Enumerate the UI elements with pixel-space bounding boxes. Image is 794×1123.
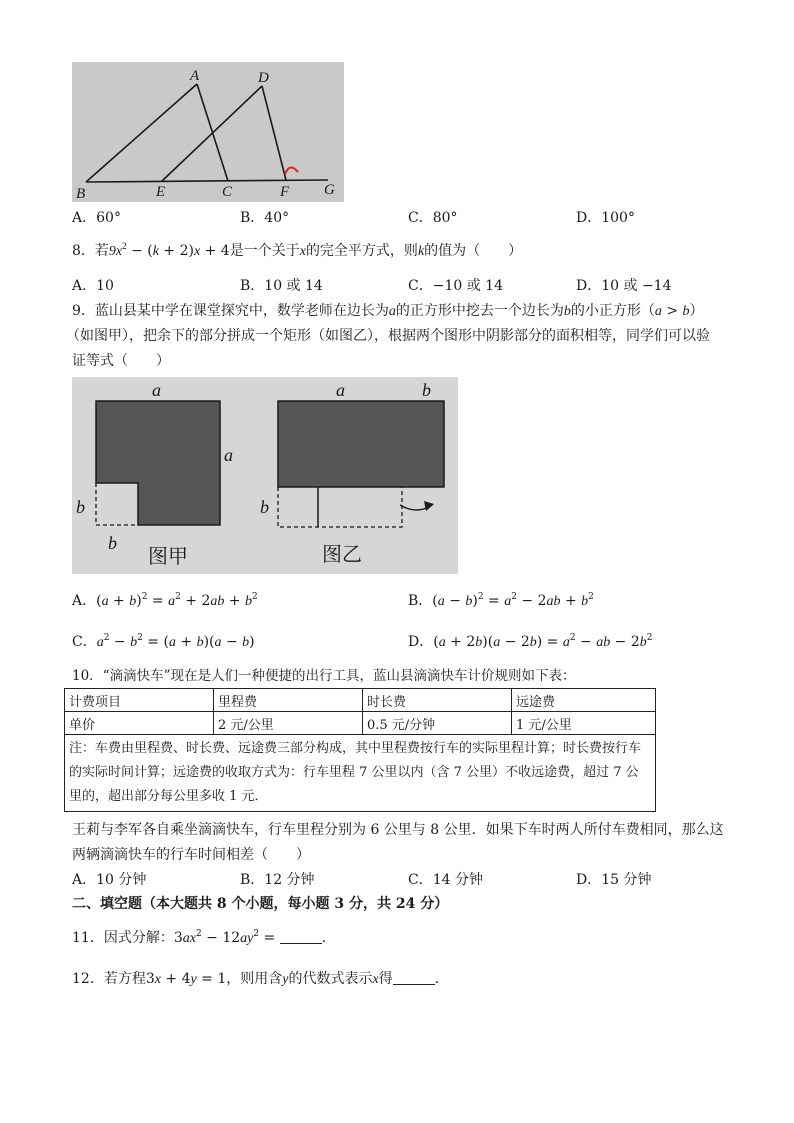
q9-figure — [72, 377, 458, 574]
square-rectangle-diagram — [72, 377, 458, 574]
table-header-row — [65, 689, 656, 712]
table-cell: 时长费 — [363, 689, 512, 712]
q10-option-a[interactable]: A．10 分钟 — [72, 872, 147, 888]
fig-jia-label-a-side: a — [224, 445, 233, 465]
q10-stem-line2: 两辆滴滴快车的行车时间相差（ ） — [72, 847, 310, 863]
q9-stem-line3: 证等式（ ） — [72, 353, 170, 369]
q11-stem: 11．因式分解：$3ax^2 - 12ay^2$ = ． — [72, 929, 336, 946]
table-cell: 里程费 — [214, 689, 363, 712]
triangles-diagram — [72, 62, 344, 202]
q9-option-a[interactable]: A．$(a + b)^2 = a^2 + 2ab + b^2$ — [72, 592, 258, 609]
q9-option-b[interactable]: B．$(a - b)^2 = a^2 - 2ab + b^2$ — [408, 592, 594, 609]
table-cell: 单价 — [65, 712, 214, 735]
q10-option-d[interactable]: D．15 分钟 — [576, 872, 652, 888]
fig-yi-caption: 图乙 — [322, 542, 362, 566]
label-c: C — [222, 184, 233, 200]
table-cell: 2 元/公里 — [214, 712, 363, 735]
q9-stem-line2: （如图甲），把余下的部分拼成一个矩形（如图乙），根据两个图形中阴影部分的面积相等，同学们可以验 — [66, 328, 710, 344]
fig-yi-label-b-top: b — [422, 380, 431, 400]
fig-jia-label-b-side: b — [76, 497, 85, 517]
table-cell: 远途费 — [512, 689, 656, 712]
q9-stem-line1: 9．蓝山县某中学在课堂探究中，数学老师在边长为a的正方形中挖去一个边长为b的小正方形（a > b） — [72, 303, 704, 319]
label-f: F — [280, 184, 290, 200]
q8-option-a[interactable]: A．10 — [72, 278, 114, 294]
fig-jia-caption: 图甲 — [148, 544, 188, 568]
q10-stem-line1: 王莉与李军各自乘坐滴滴快车，行车里程分别为 6 公里与 8 公里．如果下车时两人所付车费相同，那么这 — [72, 822, 724, 838]
q7-option-d[interactable]: D．100° — [576, 210, 635, 226]
q7-option-a[interactable]: A．60° — [72, 210, 121, 226]
table-note-row — [65, 735, 656, 812]
table-cell: 计费项目 — [65, 689, 214, 712]
fare-note: 注：车费由里程费、时长费、远途费三部分构成，其中里程费按行车的实际里程计算；时长费按行车的实际时间计算；远途费的收取方式为：行车里程 7 公里以内（含 7 公里）不收远途费，超过 7 公里的，超出部分每公里多收 1 元． — [65, 735, 656, 812]
q10-intro: 10．“滴滴快车”现在是人们一种便捷的出行工具，蓝山县滴滴快车计价规则如下表： — [72, 668, 576, 684]
fig-jia-label-b-bottom: b — [108, 533, 117, 553]
q9-option-c[interactable]: C．$a^2 - b^2 = (a + b)(a - b)$ — [72, 633, 255, 650]
table-row — [65, 712, 656, 735]
q8-stem: 8．若$9x^2 - (k + 2)x + 4$是一个关于x的完全平方式，则k的值为（ ） — [72, 241, 523, 259]
q12-stem: 12．若方程3x + 4y = 1，则用含y的代数式表示x得 ． — [72, 971, 449, 987]
q7-option-b[interactable]: B．40° — [240, 210, 290, 226]
label-e: E — [156, 184, 166, 200]
section-title-fill-blank: 二、填空题（本大题共 8 个小题，每小题 3 分，共 24 分） — [72, 896, 449, 912]
fig-jia-label-a-top: a — [152, 380, 161, 400]
table-cell: 0.5 元/分钟 — [363, 712, 512, 735]
q7-figure — [72, 62, 344, 202]
q7-option-c[interactable]: C．80° — [408, 210, 458, 226]
q11-answer-blank[interactable] — [280, 929, 322, 944]
q9-option-d[interactable]: D．$(a + 2b)(a - 2b) = a^2$ − ab − $2b^2$ — [408, 633, 653, 650]
label-b: B — [76, 186, 86, 202]
q10-option-b[interactable]: B．12 分钟 — [240, 872, 315, 888]
fare-table — [64, 688, 656, 812]
table-cell: 1 元/公里 — [512, 712, 656, 735]
fig-yi-label-b-side: b — [260, 497, 269, 517]
label-g: G — [324, 182, 335, 198]
q12-answer-blank[interactable] — [393, 970, 435, 985]
q8-option-b[interactable]: B．10 或 14 — [240, 278, 323, 294]
label-a: A — [190, 68, 200, 84]
q8-option-c[interactable]: C．−10 或 14 — [408, 278, 503, 294]
fig-yi-label-a: a — [336, 380, 345, 400]
q8-option-d[interactable]: D．10 或 −14 — [576, 278, 672, 294]
q10-option-c[interactable]: C．14 分钟 — [408, 872, 483, 888]
label-d: D — [258, 70, 269, 86]
